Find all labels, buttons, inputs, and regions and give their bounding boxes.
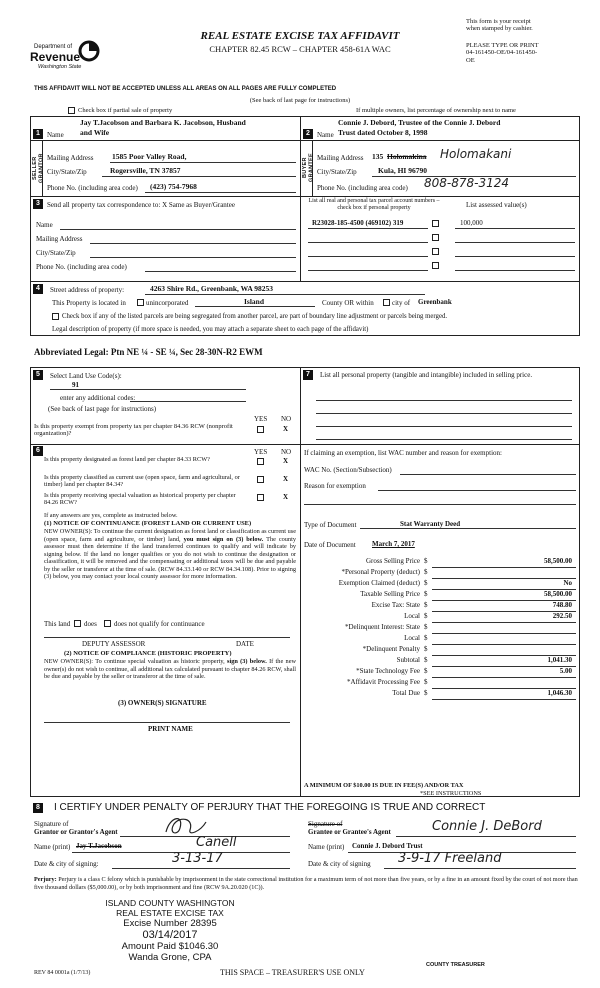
see-back-note: (See back of last page for instructions)	[249, 97, 351, 104]
county-value: Island	[244, 297, 265, 306]
doc-date-value: March 7, 2017	[372, 540, 415, 548]
buyer-city-value: Kula, HI 96790	[378, 166, 427, 175]
buyer-name-label: Name	[317, 131, 334, 139]
tax-row-dollar: $	[424, 623, 428, 631]
treasurer-stamp	[90, 899, 250, 964]
city-of-label: city of	[392, 299, 411, 307]
buyer-name-line2: Trust dated October 8, 1998	[338, 128, 428, 137]
correspondence-name-label: Name	[36, 221, 53, 229]
grantee-sig-of: Signature of	[308, 820, 343, 828]
tax-row-label: *Personal Property (deduct)	[341, 568, 420, 576]
tax-row-value: 58,500.00	[544, 590, 572, 598]
section-3-number: 3	[33, 199, 43, 209]
segregated-checkbox[interactable]	[52, 313, 59, 320]
tax-row-label: *State Technology Fee	[356, 667, 420, 675]
current-use-question: Is this property classified as current use (open space, farm and agricultural, or timber) land per chapter 84.34?	[44, 474, 240, 489]
notice-compliance-text-b: sign (3) below.	[227, 658, 267, 665]
form-revision: REV 84 0001a (1/7/13)	[34, 970, 91, 976]
correspondence-city-label: City/State/Zip	[36, 249, 76, 257]
certify-statement: I CERTIFY UNDER PENALTY OF PERJURY THAT THE FOREGOING IS TRUE AND CORRECT	[54, 802, 486, 813]
perjury-label: Perjury:	[34, 876, 57, 883]
seller-phone-label: Phone No. (including area code)	[47, 184, 138, 192]
abbreviated-legal: Abbreviated Legal: Ptn NE ¼ - SE ¼, Sec 28-30N-R2 EWM	[34, 347, 263, 357]
grantee-handwritten-date: 3-9-17 Freeland	[398, 851, 502, 866]
grantor-handwritten-date: 3-13-17	[172, 851, 223, 866]
doc-type-value: Stat Warranty Deed	[400, 520, 461, 528]
located-label: This Property is located in	[52, 299, 126, 307]
legal-description-label: Legal description of property (if more space is needed, you may attach a separate sheet to each page of the affidavit)	[52, 326, 369, 333]
partial-sale-label: Check box if partial sale of property	[78, 107, 173, 114]
parcel-number: R23028-185-4500 (469102) 319	[312, 219, 404, 227]
section5-yes-header: YES	[254, 415, 268, 423]
section-1-number: 1	[33, 129, 43, 139]
tax-row-value: 1,041.30	[547, 656, 572, 664]
correspondence-label: Send all property tax correspondence to: X Same as Buyer/Grantee	[47, 201, 235, 209]
unincorporated-checkbox[interactable]	[137, 299, 144, 306]
doc-date-label: Date of Document	[304, 541, 356, 549]
seller-phone-value: (423) 754-7968	[150, 182, 197, 191]
forest-no-answer: X	[283, 457, 289, 465]
notice-continuance-text-a: NEW OWNER(S): To continue the current designation as forest land or classification as current use (open space, farm and agriculture, or timber) land,	[44, 528, 296, 543]
current-use-no-answer: X	[283, 475, 289, 483]
grantee-date-label: Date & city of signing	[308, 860, 371, 868]
form-codes-line1: 04-161450-OE/04-161450-	[466, 49, 538, 57]
correspondence-mailing-label: Mailing Address	[36, 235, 83, 243]
land-does-not-label: does not qualify for continuance	[114, 620, 205, 628]
tax-row-dollar: $	[424, 645, 428, 653]
tax-row-label: Excise Tax: State	[371, 601, 420, 609]
land-does-label: does	[84, 620, 97, 628]
grantee-signature: Connie J. DeBord	[432, 819, 542, 834]
tax-row-dollar: $	[424, 557, 428, 565]
revenue-logo-icon	[78, 40, 100, 62]
parcel-personal-checkbox-3[interactable]	[432, 248, 439, 255]
land-use-see-back: (See back of last page for instructions)	[48, 405, 157, 413]
minimum-due-note: A MINIMUM OF $10.00 IS DUE IN FEE(S) AND/OR TAX	[304, 782, 464, 789]
tax-row-value: 5.00	[559, 667, 572, 675]
tax-row-dollar: $	[424, 678, 428, 686]
tax-row-label: *Delinquent Interest: State	[344, 623, 420, 631]
deputy-assessor-label: DEPUTY ASSESSOR	[82, 640, 146, 648]
buyer-name-line1: Connie J. Debord, Trustee of the Connie J. Debord	[338, 118, 501, 127]
receipt-note	[466, 18, 596, 64]
tax-row-label: *Affidavit Processing Fee	[347, 678, 420, 686]
parcel-header: List all real and personal tax parcel account numbers – check box if personal property	[308, 198, 440, 211]
grantor-date-label: Date & city of signing:	[34, 860, 99, 868]
street-label: Street address of property:	[50, 286, 125, 294]
revenue-logo	[30, 40, 102, 74]
tax-row-label: Gross Selling Price	[365, 557, 420, 565]
buyer-city-label: City/State/Zip	[317, 168, 357, 176]
tax-row-dollar: $	[424, 656, 428, 664]
buyer-mailing-label: Mailing Address	[317, 154, 364, 162]
section-8-number: 8	[33, 803, 43, 813]
grantor-name-value: Jay T.Jacobson	[76, 842, 122, 850]
receipt-note-line1: This form is your receipt	[466, 18, 531, 25]
section5-no-header: NO	[281, 415, 292, 423]
notice-continuance-text	[44, 528, 296, 581]
seller-city-label: City/State/Zip	[47, 168, 87, 176]
tax-row-label: Taxable Selling Price	[360, 590, 420, 598]
tax-row-label: Local	[404, 634, 420, 642]
tax-row-label: Exemption Claimed (deduct)	[338, 579, 420, 587]
personal-property-label: List all personal property (tangible and intangible) included in selling price.	[320, 371, 533, 379]
section6-yes-header: YES	[254, 448, 268, 456]
wac-label: WAC No. (Section/Subsection)	[304, 466, 392, 474]
tax-row-label: Local	[404, 612, 420, 620]
tax-row-dollar: $	[424, 634, 428, 642]
buyer-phone-handwritten: 808-878-3124	[424, 176, 510, 190]
owner-signature-label: (3) OWNER(S) SIGNATURE	[118, 699, 207, 707]
warning-text: THIS AFFIDAVIT WILL NOT BE ACCEPTED UNLESS ALL AREAS ON ALL PAGES ARE FULLY COMPLETED	[34, 86, 337, 92]
seller-name-line1: Jay T.Jacobson and Barbara K. Jacobson, Husband	[80, 118, 246, 127]
print-note: PLEASE TYPE OR PRINT	[466, 41, 539, 49]
notice-compliance-title: (2) NOTICE OF COMPLIANCE (HISTORIC PROPERTY)	[64, 650, 232, 657]
tax-row-dollar: $	[424, 689, 428, 697]
print-name-label: PRINT NAME	[148, 725, 193, 733]
form-codes-line2: OE	[466, 56, 475, 64]
stamp-line5: Amount Paid $1046.30	[121, 941, 219, 953]
seller-name-label: Name	[47, 131, 64, 139]
stamp-line1: ISLAND COUNTY WASHINGTON	[105, 898, 235, 908]
tax-row-dollar: $	[424, 568, 428, 576]
buyer-phone-label: Phone No. (including area code)	[317, 184, 408, 192]
forest-yes-checkbox[interactable]	[257, 458, 264, 465]
additional-codes-label: enter any additional codes:	[60, 394, 136, 402]
exempt-no-answer: X	[283, 425, 289, 433]
grantee-name-value: Connie J. Debord Trust	[352, 842, 423, 850]
land-use-value: 91	[72, 381, 79, 389]
land-does-not-checkbox[interactable]	[104, 620, 111, 627]
assessed-value: 100,000	[460, 219, 483, 227]
notice-continuance-text-b: you must sign on (3) below.	[183, 535, 264, 543]
parcel-personal-checkbox-2[interactable]	[432, 234, 439, 241]
stamp-line6: Wanda Grone, CPA	[128, 952, 212, 964]
tax-row-label: Total Due	[392, 689, 420, 697]
reason-label: Reason for exemption	[304, 482, 366, 490]
parcel-personal-checkbox-1[interactable]	[432, 220, 439, 227]
stamp-line2: REAL ESTATE EXCISE TAX	[116, 907, 224, 918]
tax-row-value: 1,046.30	[547, 689, 572, 697]
dept-state: Washington State	[38, 64, 82, 70]
parcel-personal-checkbox-4[interactable]	[432, 262, 439, 269]
grantor-sig-of: Signature of	[34, 820, 69, 828]
tax-row-dollar: $	[424, 612, 428, 620]
exempt-question: Is this property exempt from property tax per chapter 84.36 RCW (nonprofit organization)?	[34, 423, 233, 438]
section-2-number: 2	[303, 129, 313, 139]
seller-grantor-label: SELLER GRANTOR	[32, 153, 45, 183]
correspondence-phone-label: Phone No. (including area code)	[36, 263, 127, 271]
segregated-label: Check box if any of the listed parcels are being segregated from another parcel, are part of boundary line adjustment or parcels being merged.	[62, 313, 448, 320]
historic-question: Is this property receiving special valuation as historical property per chapter 84.26 RCW?	[44, 492, 236, 507]
this-land-label: This land	[44, 620, 71, 628]
notice-continuance-text-c: The county assessor must then determine if the land transferred continues to qualify and will indicate by signing below. If the land no longer qualifies or you do not wish to continue the designation or classification, it will be removed and the compensating or additional taxes will be due and payable by the seller or transferor at the time of sale. (RCW 84.33.140 or RCW 84.34.108). Prior to signing (3) below, you may contact your local county assessor for more information.	[44, 535, 296, 581]
section-7-number: 7	[303, 370, 313, 380]
county-treasurer-label: COUNTY TREASURER	[426, 962, 485, 968]
section6-no-header: NO	[281, 448, 292, 456]
buyer-mailing-handwritten: Holomakani	[440, 147, 512, 161]
tax-row-dollar: $	[424, 601, 428, 609]
land-use-label: Select Land Use Code(s):	[50, 372, 122, 380]
notice-compliance-text-c: If the new owner(s) do not wish to continue, all additional tax calculated pursuant to chapter 84.26 RCW, shall be due and payable by the seller or transferor at the time of sale.	[44, 658, 297, 681]
tax-row-label: *Delinquent Penalty	[362, 645, 420, 653]
seller-city-value: Rogersville, TN 37857	[110, 166, 181, 175]
notice-continuance-title: (1) NOTICE OF CONTINUANCE (FOREST LAND OR CURRENT USE)	[44, 520, 252, 527]
form-title: REAL ESTATE EXCISE TAX AFFIDAVIT	[200, 30, 400, 42]
buyer-grantee-label: BUYER GRANTEE	[302, 153, 315, 183]
multiple-owners-note: If multiple owners, list percentage of ownership next to name	[356, 107, 516, 114]
section-4-number: 4	[33, 284, 43, 294]
tax-row-value: 58,500.00	[544, 557, 572, 565]
dept-name: Revenue	[30, 50, 81, 64]
grantor-handwritten-name: Canell	[196, 835, 237, 850]
seller-mailing-value: 1585 Poor Valley Road,	[112, 152, 187, 161]
notice-compliance-text	[44, 658, 296, 681]
tax-row-label: Subtotal	[396, 656, 420, 664]
unincorporated-label: unincorporated	[146, 299, 189, 307]
tax-row-value: 292.50	[552, 612, 572, 620]
buyer-mailing-number: 135	[372, 152, 384, 161]
see-instructions-note: *SEE INSTRUCTIONS	[420, 790, 482, 797]
stamp-line3: Excise Number 28395	[123, 917, 217, 929]
grantor-agent-label: Grantor or Grantor's Agent	[34, 828, 118, 837]
tax-row-value: No	[563, 579, 572, 587]
grantor-sig-label	[34, 820, 118, 836]
seller-name-line2: and Wife	[80, 128, 110, 137]
buyer-mailing-struck: Holomakina	[387, 152, 427, 161]
grantor-name-label: Name (print)	[34, 843, 71, 851]
dept-label: Department of	[34, 44, 73, 50]
grantee-sig-label	[308, 820, 391, 836]
county-or-within: County OR within	[322, 299, 374, 307]
grantee-agent-label: Grantee or Grantee's Agent	[308, 828, 391, 837]
treasurer-use-only: THIS SPACE – TREASURER'S USE ONLY	[220, 968, 365, 977]
form-subtitle: CHAPTER 82.45 RCW – CHAPTER 458-61A WAC	[209, 44, 391, 54]
perjury-statement	[34, 876, 582, 892]
stamp-line4: 03/14/2017	[142, 929, 198, 942]
land-does-checkbox[interactable]	[74, 620, 81, 627]
historic-no-answer: X	[283, 493, 289, 501]
forest-land-question: Is this property designated as forest land per chapter 84.33 RCW?	[44, 456, 210, 463]
exemption-label: If claiming an exemption, list WAC number and reason for exemption:	[304, 449, 502, 457]
perjury-text: Perjury is a class C felony which is punishable by imprisonment in the state correctional institution for a maximum term of not more than five years, or by a fine in an amount fixed by the court of not more than five thousand dollars ($5,000.00), or by both imprisonment and fine (RCW 9A.20.020 (1C)).	[34, 876, 578, 891]
city-of-checkbox[interactable]	[383, 299, 390, 306]
tax-row-value: 748.80	[552, 601, 572, 609]
historic-yes-checkbox[interactable]	[257, 494, 264, 501]
receipt-note-line2: when stamped by cashier.	[466, 25, 533, 33]
current-use-yes-checkbox[interactable]	[257, 476, 264, 483]
tax-row-dollar: $	[424, 590, 428, 598]
if-yes-note: If any answers are yes, complete as instructed below.	[44, 512, 178, 519]
notice-compliance-text-a: NEW OWNER(S): To continue special valuation as historic property,	[44, 658, 225, 665]
exempt-yes-checkbox[interactable]	[257, 426, 264, 433]
section-6-number: 6	[33, 446, 43, 456]
tax-row-dollar: $	[424, 667, 428, 675]
seller-mailing-label: Mailing Address	[47, 154, 94, 162]
assessor-date-label: DATE	[236, 640, 254, 648]
city-of-value: Greenbank	[418, 298, 452, 306]
doc-type-label: Type of Document	[304, 521, 357, 529]
assessed-header: List assessed value(s)	[466, 201, 527, 209]
section-5-number: 5	[33, 370, 43, 380]
grantee-name-label: Name (print)	[308, 843, 345, 851]
partial-sale-checkbox[interactable]	[68, 107, 75, 114]
street-value: 4263 Shire Rd., Greenbank, WA 98253	[150, 284, 273, 293]
tax-row-dollar: $	[424, 579, 428, 587]
